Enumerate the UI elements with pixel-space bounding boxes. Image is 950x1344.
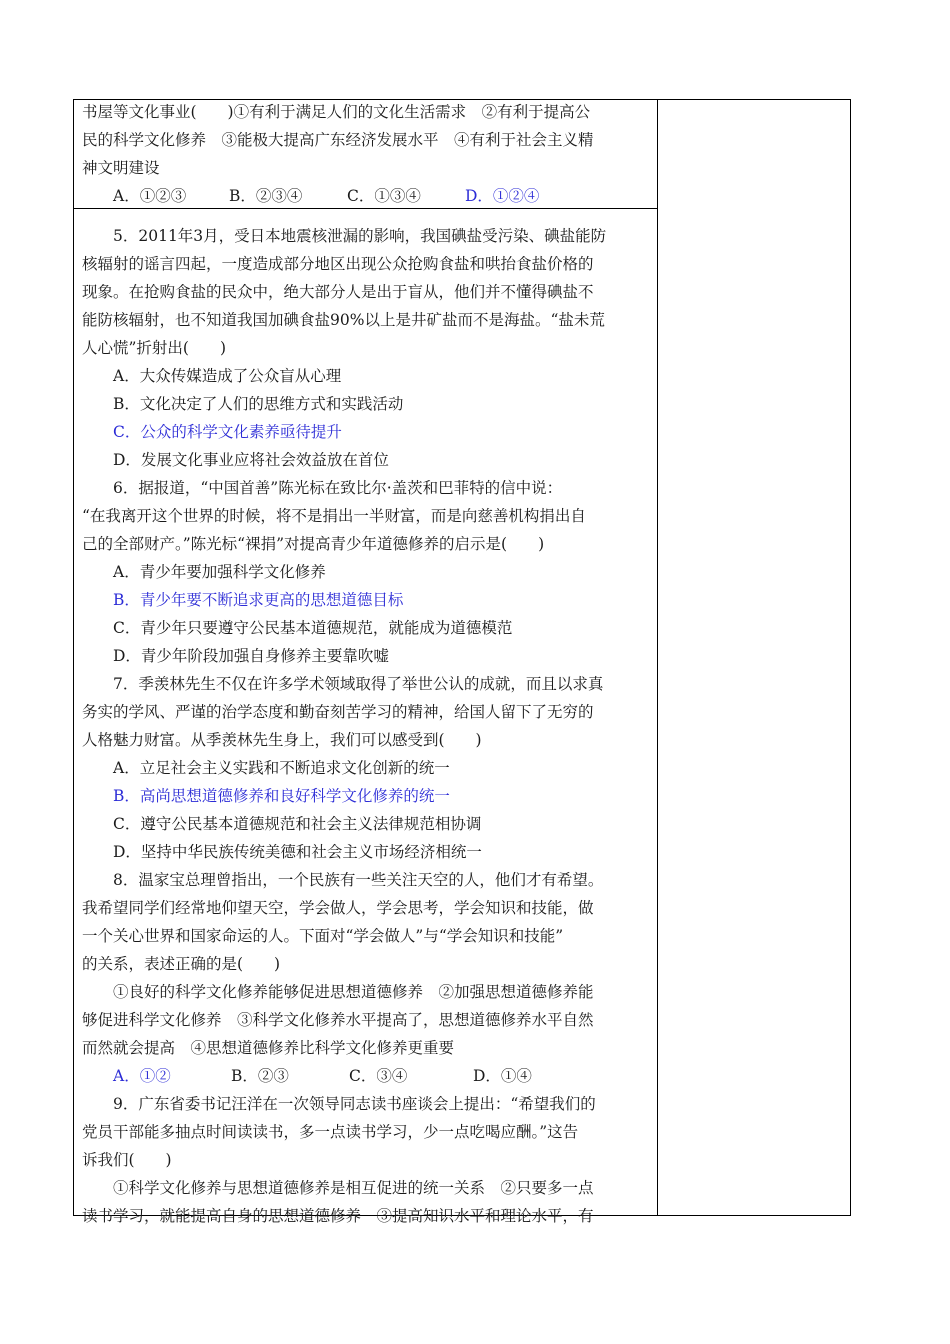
q7-stem-line-3: 人格魅力财富。从季羡林先生身上，我们可以感受到( ) [82,731,482,749]
q8-option-c: C．③④ [349,1067,408,1085]
q7-option-c: C．遵守公民基本道德规范和社会主义法律规范相协调 [113,815,482,833]
q6-stem-line-2: “在我离开这个世界的时候，将不是捐出一半财富，而是向慈善机构捐出自 [82,507,586,525]
q8-option-b: B．②③ [231,1067,289,1085]
q8-stem-line-3: 一个关心世界和国家命运的人。下面对“学会做人”与“学会知识和技能” [82,927,564,945]
q9-stem-line-1: 9．广东省委书记汪洋在一次领导同志读书座谈会上提出：“希望我们的 [113,1095,596,1113]
q5-stem-line-5: 人心慌”折射出( ) [82,339,227,357]
question-table [73,99,851,1225]
q4-line-2: 民的科学文化修养 ③能极大提高广东经济发展水平 ④有利于社会主义精 [82,131,594,149]
q7-option-b: B．高尚思想道德修养和良好科学文化修养的统一 [113,787,450,805]
q5-stem-line-3: 现象。在抢购食盐的民众中，绝大部分人是出于盲从，他们并不懂得碘盐不 [82,283,594,301]
question-cell [82,98,648,1230]
q9-stem-line-3: 诉我们( ) [82,1151,172,1169]
notes-cell [658,100,850,1215]
q8-stem-line-2: 我希望同学们经常地仰望天空，学会做人，学会思考，学会知识和技能，做 [82,899,594,917]
q5-option-c: C．公众的科学文化素养亟待提升 [113,423,342,441]
q8-stem-line-1: 8．温家宝总理曾指出，一个民族有一些关注天空的人，他们才有希望。 [113,871,604,889]
q8-option-d: D．①④ [473,1067,532,1085]
q7-option-d: D．坚持中华民族传统美德和社会主义市场经济相统一 [113,843,482,861]
q8-options [82,1062,648,1090]
q5-option-d: D．发展文化事业应将社会效益放在首位 [113,451,389,469]
q8-statement-line-3: 而然就会提高 ④思想道德修养比科学文化修养更重要 [82,1039,455,1057]
q6-option-b: B．青少年要不断追求更高的思想道德目标 [113,591,404,609]
q8-option-a: A．①② [113,1067,171,1085]
q5-stem-line-4: 能防核辐射，也不知道我国加碘食盐90%以上是井矿盐而不是海盐。“盐未荒 [82,311,605,329]
q4-option-a: A．①②③ [113,187,187,205]
q5-option-b: B．文化决定了人们的思维方式和实践活动 [113,395,404,413]
q5-stem-line-1: 5．2011年3月，受日本地震核泄漏的影响，我国碘盐受污染、碘盐能防 [113,227,607,245]
q7-stem-line-1: 7．季羡林先生不仅在许多学术领域取得了举世公认的成就，而且以求真 [113,675,604,693]
q8-stem-line-4: 的关系，表述正确的是( ) [82,955,281,973]
q7-stem-line-2: 务实的学风、严谨的治学态度和勤奋刻苦学习的精神，给国人留下了无穷的 [82,703,594,721]
q8-statement-line-2: 够促进科学文化修养 ③科学文化修养水平提高了，思想道德修养水平自然 [82,1011,594,1029]
q8-statement-line-1: ①良好的科学文化修养能够促进思想道德修养 ②加强思想道德修养能 [113,983,594,1001]
q5-option-a: A．大众传媒造成了公众盲从心理 [113,367,342,385]
q9-statement-line-2: 读书学习，就能提高自身的思想道德修养 ③提高知识水平和理论水平，有 [82,1207,594,1225]
q5-stem-line-2: 核辐射的谣言四起，一度造成部分地区出现公众抢购食盐和哄抬食盐价格的 [82,255,594,273]
q4-options [82,182,648,210]
q4-line-3: 神文明建设 [82,159,160,177]
q4-line-1: 书屋等文化事业( )①有利于满足人们的文化生活需求 ②有利于提高公 [82,103,591,121]
q4-option-b: B．②③④ [229,187,303,205]
q6-option-c: C．青少年只要遵守公民基本道德规范，就能成为道德模范 [113,619,513,637]
q6-stem-line-1: 6．据报道，“中国首善”陈光标在致比尔·盖茨和巴菲特的信中说： [113,479,563,497]
q4-option-c: C．①③④ [347,187,421,205]
q9-statement-line-1: ①科学文化修养与思想道德修养是相互促进的统一关系 ②只要多一点 [113,1179,594,1197]
q6-option-d: D．青少年阶段加强自身修养主要靠吹嘘 [113,647,389,665]
q6-stem-line-3: 己的全部财产。”陈光标“裸捐”对提高青少年道德修养的启示是( ) [82,535,545,553]
q7-option-a: A．立足社会主义实践和不断追求文化创新的统一 [113,759,450,777]
q9-stem-line-2: 党员干部能多抽点时间读读书，多一点读书学习，少一点吃喝应酬。”这告 [82,1123,579,1141]
q6-option-a: A．青少年要加强科学文化修养 [113,563,326,581]
q4-option-d: D．①②④ [465,187,540,205]
